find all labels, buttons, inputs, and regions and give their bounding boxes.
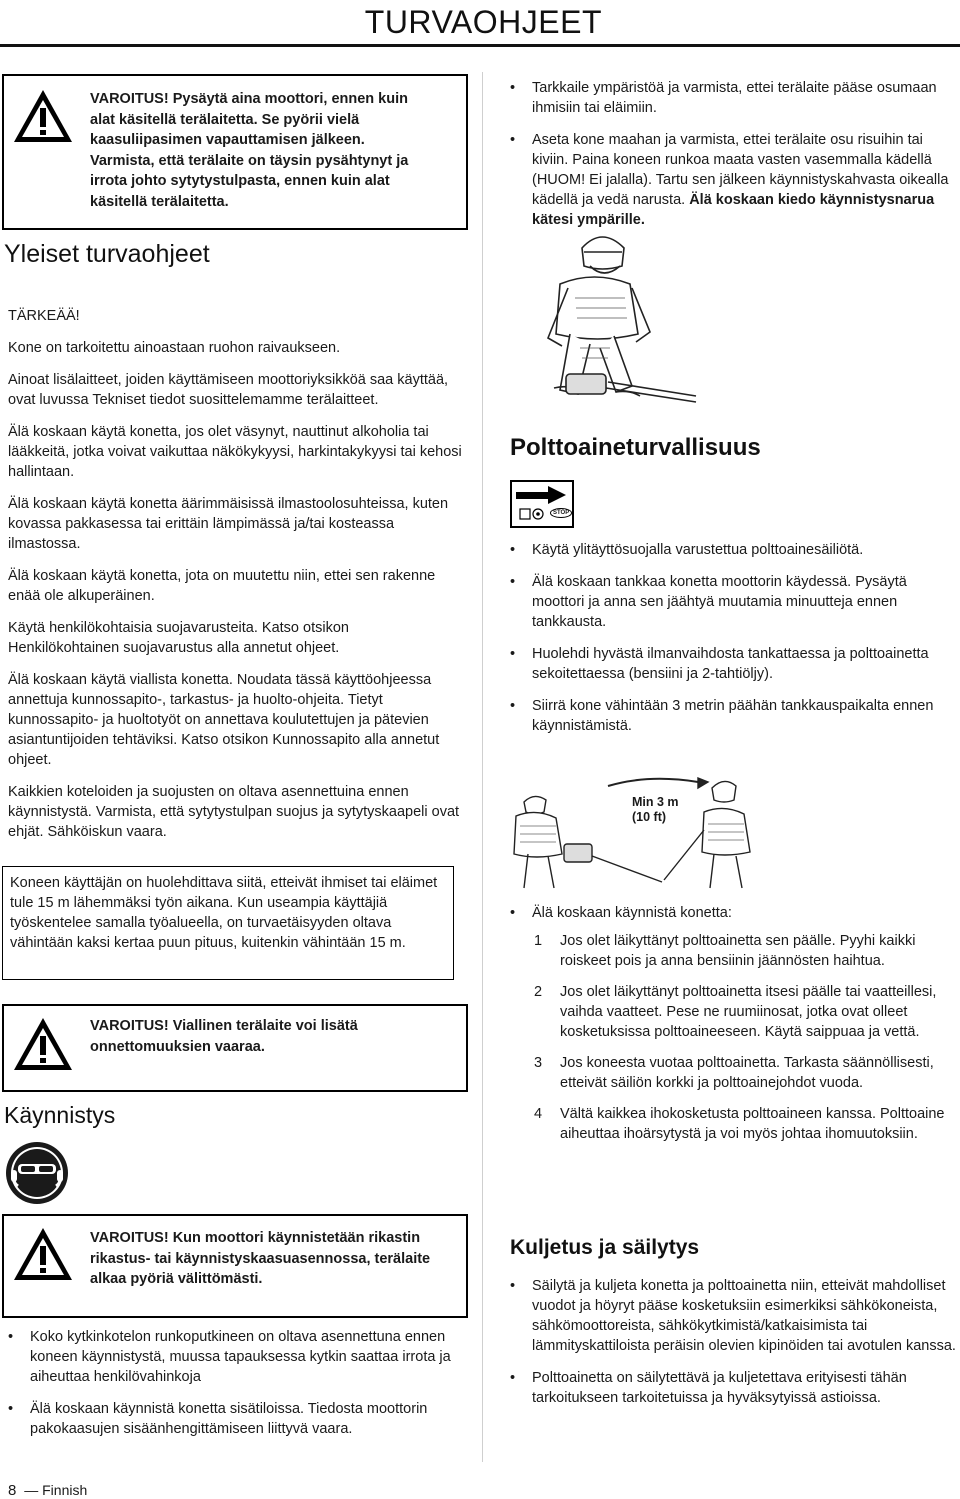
important-label: TÄRKEÄÄ! <box>8 308 80 324</box>
list-item: • Huolehdi hyvästä ilmanvaihdosta tankattaessa ja polttoainetta sekoitettaessa (bensiini ja 2-tahtiöljy). <box>508 644 958 684</box>
paragraph: Älä koskaan käytä konetta, jota on muutettu niin, ettei sen rakenne enää ole alkuperäinen. <box>8 568 436 604</box>
transport-bullets <box>508 1276 958 1420</box>
item-number: 3 <box>534 1055 543 1071</box>
item-number: 2 <box>534 984 543 1000</box>
footer-dash: — <box>24 1482 39 1498</box>
paragraph: Älä koskaan käytä viallista konetta. Noudata tässä käyttöohjeessa annettuja kunnossapito-, tarkastus- ja huolto-ohjeita. Tietyt kunnossapito- ja huoltotyöt on annettava koulutettujen ja pätevien asiantuntijoiden tehtäviksi. Katso otsikon Kunnossapito alla annetut ohjeet. <box>8 672 440 768</box>
numbered-item <box>534 931 954 971</box>
item-text: Vältä kaikkea ihokosketusta polttoaineen kanssa. Polttoaine aiheuttaa ihoärsytystä ja voi myös johtaa ihomuutoksiin. <box>560 1106 945 1142</box>
numbered-item <box>534 1053 954 1093</box>
arrow-icon <box>512 482 572 526</box>
item-text: Jos olet läikyttänyt polttoainetta itsesi päälle tai vaatteillesi, vaihda vaatteet. Pese ne ruumiinosat, jotka ovat olleet kosketuksissa polttoaineeseen. Käytä saippuaa ja vettä. <box>560 984 937 1040</box>
distance-label <box>632 795 679 825</box>
paragraph: Käytä henkilökohtaisia suojavarusteita. Katso otsikon Henkilökohtainen suojavarustus alla annetut ohjeet. <box>8 620 349 656</box>
numbered-item <box>534 1104 954 1144</box>
stop-label: STOP <box>550 508 572 518</box>
distance-label-line: Min 3 m <box>632 795 679 809</box>
refueling-distance-illustration <box>508 770 758 894</box>
column-divider <box>482 72 483 1462</box>
list-item: • Tarkkaile ympäristöä ja varmista, ettei terälaite pääse osumaan ihmisiin tai eläimiin. <box>508 78 958 118</box>
general-paragraphs <box>8 338 464 854</box>
warning-triangle-icon <box>12 1226 74 1282</box>
section-heading-transport-storage: Kuljetus ja säilytys <box>510 1236 700 1259</box>
list-item: • Polttoainetta on säilytettävä ja kuljetettava erityisesti tähän tarkoitukseen tarkoitetuissa ja hyväksytyissä astioissa. <box>508 1368 958 1408</box>
paragraph: Ainoat lisälaitteet, joiden käyttämiseen moottoriyksikköä saa käyttää, ovat luvussa Tekniset tiedot suosittelemamme terälaitteet. <box>8 372 449 408</box>
fuel-safety-bullets <box>508 540 958 748</box>
item-number: 1 <box>534 933 543 949</box>
list-item: • Koko kytkinkotelon runkoputkineen on oltava asennettuna ennen koneen käynnistystä, muussa tapauksessa kytkin saattaa irrota ja aiheuttaa henkilövahinkoja <box>6 1327 462 1387</box>
starting-bullets <box>6 1327 462 1451</box>
list-item: • Käytä ylitäyttösuojalla varustettua polttoainesäiliötä. <box>508 540 958 560</box>
paragraph: Kone on tarkoitettu ainoastaan ruohon raivaukseen. <box>8 340 341 356</box>
section-heading-general-safety: Yleiset turvaohjeet <box>4 240 210 268</box>
starting-machine-illustration <box>520 218 700 418</box>
section-heading-fuel-safety: Polttoaineturvallisuus <box>510 434 761 461</box>
warning-triangle-icon <box>12 1016 74 1072</box>
numbered-item <box>534 982 954 1042</box>
title-rule <box>0 44 960 47</box>
bullet-bold-text: Älä koskaan kiedo käynnistysnarua kätesi ympärille. <box>532 192 935 228</box>
page-title: TURVAOHJEET <box>364 4 602 40</box>
list-item: • Siirrä kone vähintään 3 metrin päähän tankkauspaikalta ennen käynnistämistä. <box>508 696 958 736</box>
item-text: Jos olet läikyttänyt polttoainetta sen päälle. Pyyhi kaikki roiskeet pois ja anna bensiinin jäännösten haihtua. <box>560 933 916 969</box>
section-heading-starting: Käynnistys <box>4 1102 116 1128</box>
item-text: Jos koneesta vuotaa polttoainetta. Tarkasta säännöllisesti, etteivät säiliön korkki ja polttoainejohdot vuoda. <box>560 1055 934 1091</box>
protective-equipment-icon <box>4 1140 70 1206</box>
item-number: 4 <box>534 1106 543 1122</box>
never-start-list <box>534 931 954 1155</box>
safety-distance-text: Koneen käyttäjän on huolehdittava siitä, etteivät ihmiset tai eläimet tule 15 m lähemmäksi työn aikana. Kun useampia käyttäjiä työskentelee samalla työalueella, on turvaetäisyyden oltava vähintään kaksi kertaa puun pituus, kuitenkin vähintään 15 m. <box>10 875 438 951</box>
distance-label-line: (10 ft) <box>632 810 667 824</box>
paragraph: Kaikkien koteloiden ja suojusten on oltava asennettuina ennen käynnistystä. Varmista, että sytytystulpan suojus ja sytytyskaapeli ovat ehjät. Sähköiskun vaara. <box>8 784 460 840</box>
bullet-text: Aseta kone maahan ja varmista, ettei terälaite osu risuihin tai kiviin. Paina koneen runkoa maata vasten vasemmalla kädellä (HUOM! Ei jalalla). Tartu sen jälkeen käynnistyskahvasta oikealla kädellä ja vedä narusta. <box>532 132 949 208</box>
paragraph: Älä koskaan käytä konetta, jos olet väsynyt, nauttinut alkoholia tai lääkkeitä, jotka voivat vaikuttaa näkökykyysi, harkintakykyysi tai kehosi hallintaan. <box>8 424 462 480</box>
warning-text-choke: VAROITUS! Kun moottori käynnistetään rikastin rikastus- tai käynnistyskaasuasennossa, terälaite alkaa pyöriä välittömästi. <box>90 1230 431 1287</box>
warning-triangle-icon <box>12 88 74 144</box>
fuel-engine-stop-icon <box>510 480 574 528</box>
page-footer <box>8 1482 87 1499</box>
list-item: • Älä koskaan tankkaa konetta moottorin käydessä. Pysäytä moottori ja anna sen jäähtyä muutamia minuutteja ennen tankkausta. <box>508 572 958 632</box>
warning-text-stop-engine: VAROITUS! Pysäytä aina moottori, ennen kuin alat käsitellä terälaitetta. Se pyörii vielä kaasuliipasimen vapauttamisen jälkeen. Varmista, että terälaite on täysin pysähtynyt ja irrota johto sytytystulpasta, ennen kuin alat käsitellä terälaitetta. <box>90 91 409 210</box>
list-item <box>508 130 958 230</box>
list-item: • Säilytä ja kuljeta konetta ja polttoainetta niin, etteivät mahdolliset vuodot ja höyryt pääse kosketuksiin esimerkiksi sähkökoneista, sähkömoottoreista, sähkökytkimistä/katkaisimista tai lämmityskattiloista peräisin olevien kipinöiden tai avotulen kanssa. <box>508 1276 958 1356</box>
page-number: 8 <box>8 1482 17 1499</box>
paragraph: Älä koskaan käytä konetta äärimmäisissä ilmastoolosuhteissa, kuten kovassa pakkasessa tai erittäin lämpimässä ja/tai kosteassa ilmastossa. <box>8 496 449 552</box>
warning-text-damaged-blade: VAROITUS! Viallinen terälaite voi lisätä onnettomuuksien vaaraa. <box>90 1018 358 1055</box>
footer-language: Finnish <box>42 1482 88 1498</box>
list-item: • Älä koskaan käynnistä konetta: <box>508 903 958 923</box>
list-item: • Älä koskaan käynnistä konetta sisätiloissa. Tiedosta moottorin pakokaasujen sisäänhengittämiseen liittyvä vaara. <box>6 1399 462 1439</box>
